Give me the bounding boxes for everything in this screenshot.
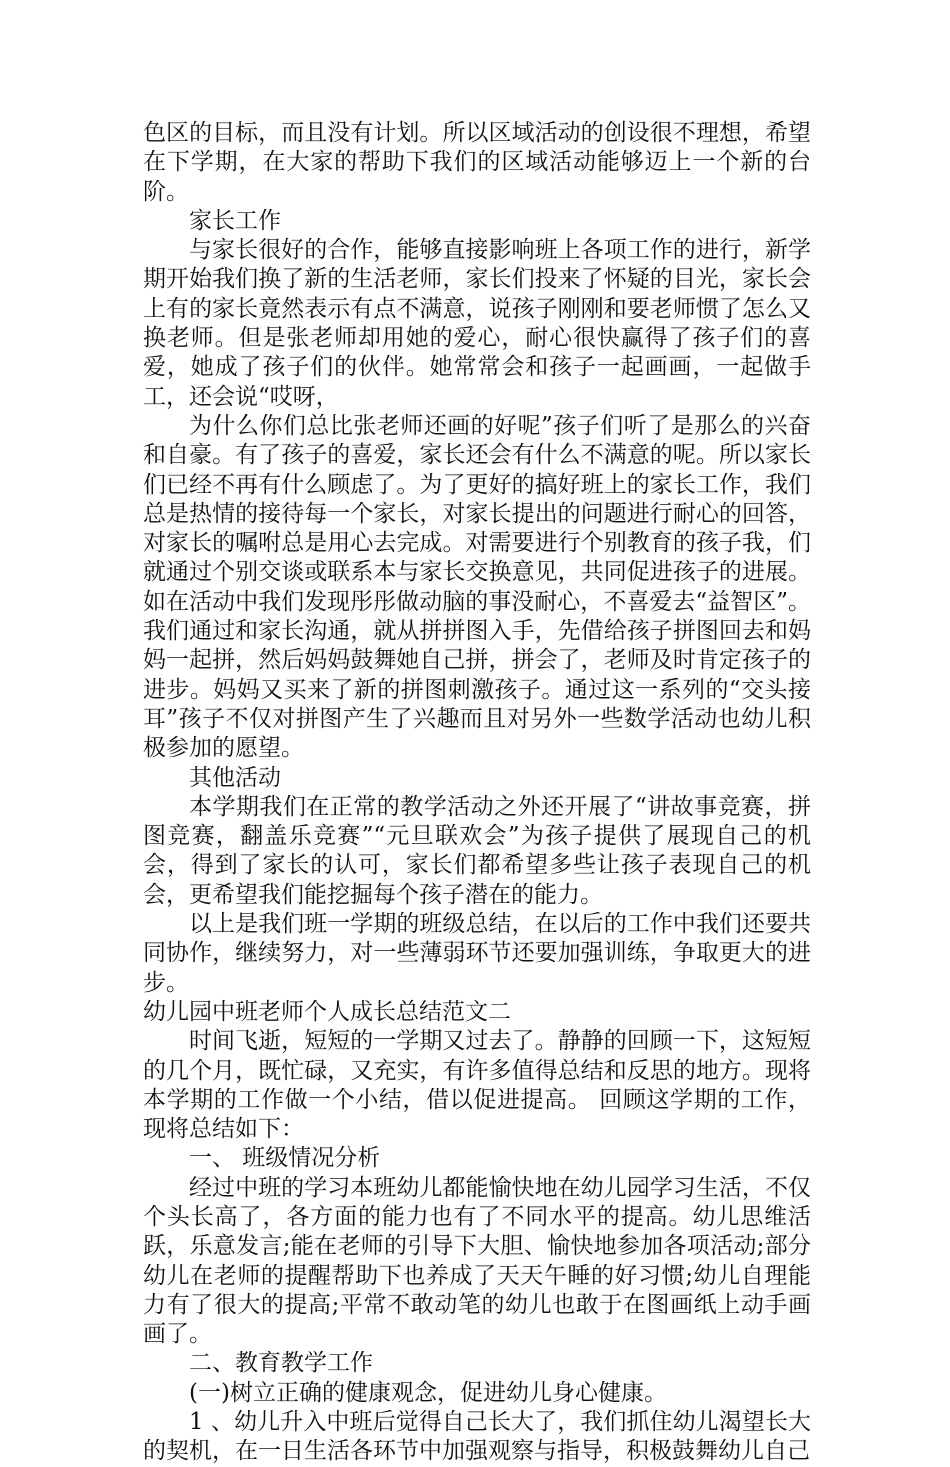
section-heading-class-analysis: 一、 班级情况分析 — [189, 1145, 381, 1172]
document-body — [143, 119, 811, 1467]
section-heading-parent-work: 家长工作 — [189, 207, 281, 234]
article-title-sample-two: 幼儿园中班老师个人成长总结范文二 — [143, 998, 511, 1025]
paragraph-other-activities: 本学期我们在正常的教学活动之外还开展了“讲故事竞赛，拼图竞赛，翻盖乐竞赛”“元旦联欢会”为孩子提供了展现自己的机会，得到了家长的认可，家长们都希望多些让孩子表现自己的机会，更希望我们能挖掘每个孩子潜在的能力。 — [143, 793, 811, 908]
paragraph-parent-cooperation: 与家长很好的合作，能够直接影响班上各项工作的进行，新学期开始我们换了新的生活老师，家长们投来了怀疑的目光，家长会上有的家长竟然表示有点不满意，说孩子刚刚和要老师惯了怎么又换老师。但是张老师却用她的爱心，耐心很快赢得了孩子们的喜爱，她成了孩子们的伙伴。她常常会和孩子一起画画，一起做手工，还会说“哎呀， — [143, 237, 811, 410]
paragraph-parent-communication: 为什么你们总比张老师还画的好呢”孩子们听了是那么的兴奋和自豪。有了孩子的喜爱，家长还会有什么不满意的呢。所以家长们已经不再有什么顾虑了。为了更好的搞好班上的家长工作，我们总是热情的接待每一个家长，对家长提出的问题进行耐心的回答，对家长的嘱咐总是用心去完成。对需要进行个别教育的孩子我，们就通过个别交谈或联系本与家长交换意见，共同促进孩子的进展。如在活动中我们发现彤彤做动脑的事没耐心，不喜爱去“益智区”。我们通过和家长沟通，就从拼拼图入手，先借给孩子拼图回去和妈妈一起拼，然后妈妈鼓舞她自己拼，拼会了，老师及时肯定孩子的进步。妈妈又买来了新的拼图刺激孩子。通过这一系列的“交头接耳”孩子不仅对拼图产生了兴趣而且对另外一些数学活动也幼儿积极参加的愿望。 — [143, 412, 811, 762]
subsection-heading-health: (一)树立正确的健康观念，促进幼儿身心健康。 — [189, 1379, 667, 1406]
paragraph-class-analysis: 经过中班的学习本班幼儿都能愉快地在幼儿园学习生活，不仅个头长高了，各方面的能力也有了不同水平的提高。幼儿思维活跃，乐意发言;能在老师的引导下大胆、愉快地参加各项活动;部分幼儿在老师的提醒帮助下也养成了天天午睡的好习惯;幼儿自理能力有了很大的提高;平常不敢动笔的幼儿也敢于在图画纸上动手画画了。 — [143, 1174, 811, 1348]
section-heading-other-activities: 其他活动 — [189, 764, 281, 791]
section-heading-teaching-work: 二、教育教学工作 — [189, 1350, 373, 1377]
paragraph-introduction: 时间飞逝，短短的一学期又过去了。静静的回顾一下，这短短的几个月，既忙碌，又充实，有许多值得总结和反思的地方。现将本学期的工作做一个小结，借以促进提高。 回顾这学期的工作，现将总结如下： — [143, 1028, 811, 1143]
paragraph-health-point-one: 1 、幼儿升入中班后觉得自己长大了，我们抓住幼儿渴望长大的契机，在一日生活各环节中加强观察与指导，积极鼓舞幼儿自己 — [143, 1409, 811, 1465]
paragraph-region-goal-continuation: 色区的目标，而且没有计划。所以区域活动的创设很不理想，希望在下学期，在大家的帮助下我们的区域活动能够迈上一个新的台阶。 — [143, 120, 811, 205]
paragraph-class-summary: 以上是我们班一学期的班级总结，在以后的工作中我们还要共同协作，继续努力，对一些薄弱环节还要加强训练，争取更大的进步。 — [143, 911, 811, 996]
